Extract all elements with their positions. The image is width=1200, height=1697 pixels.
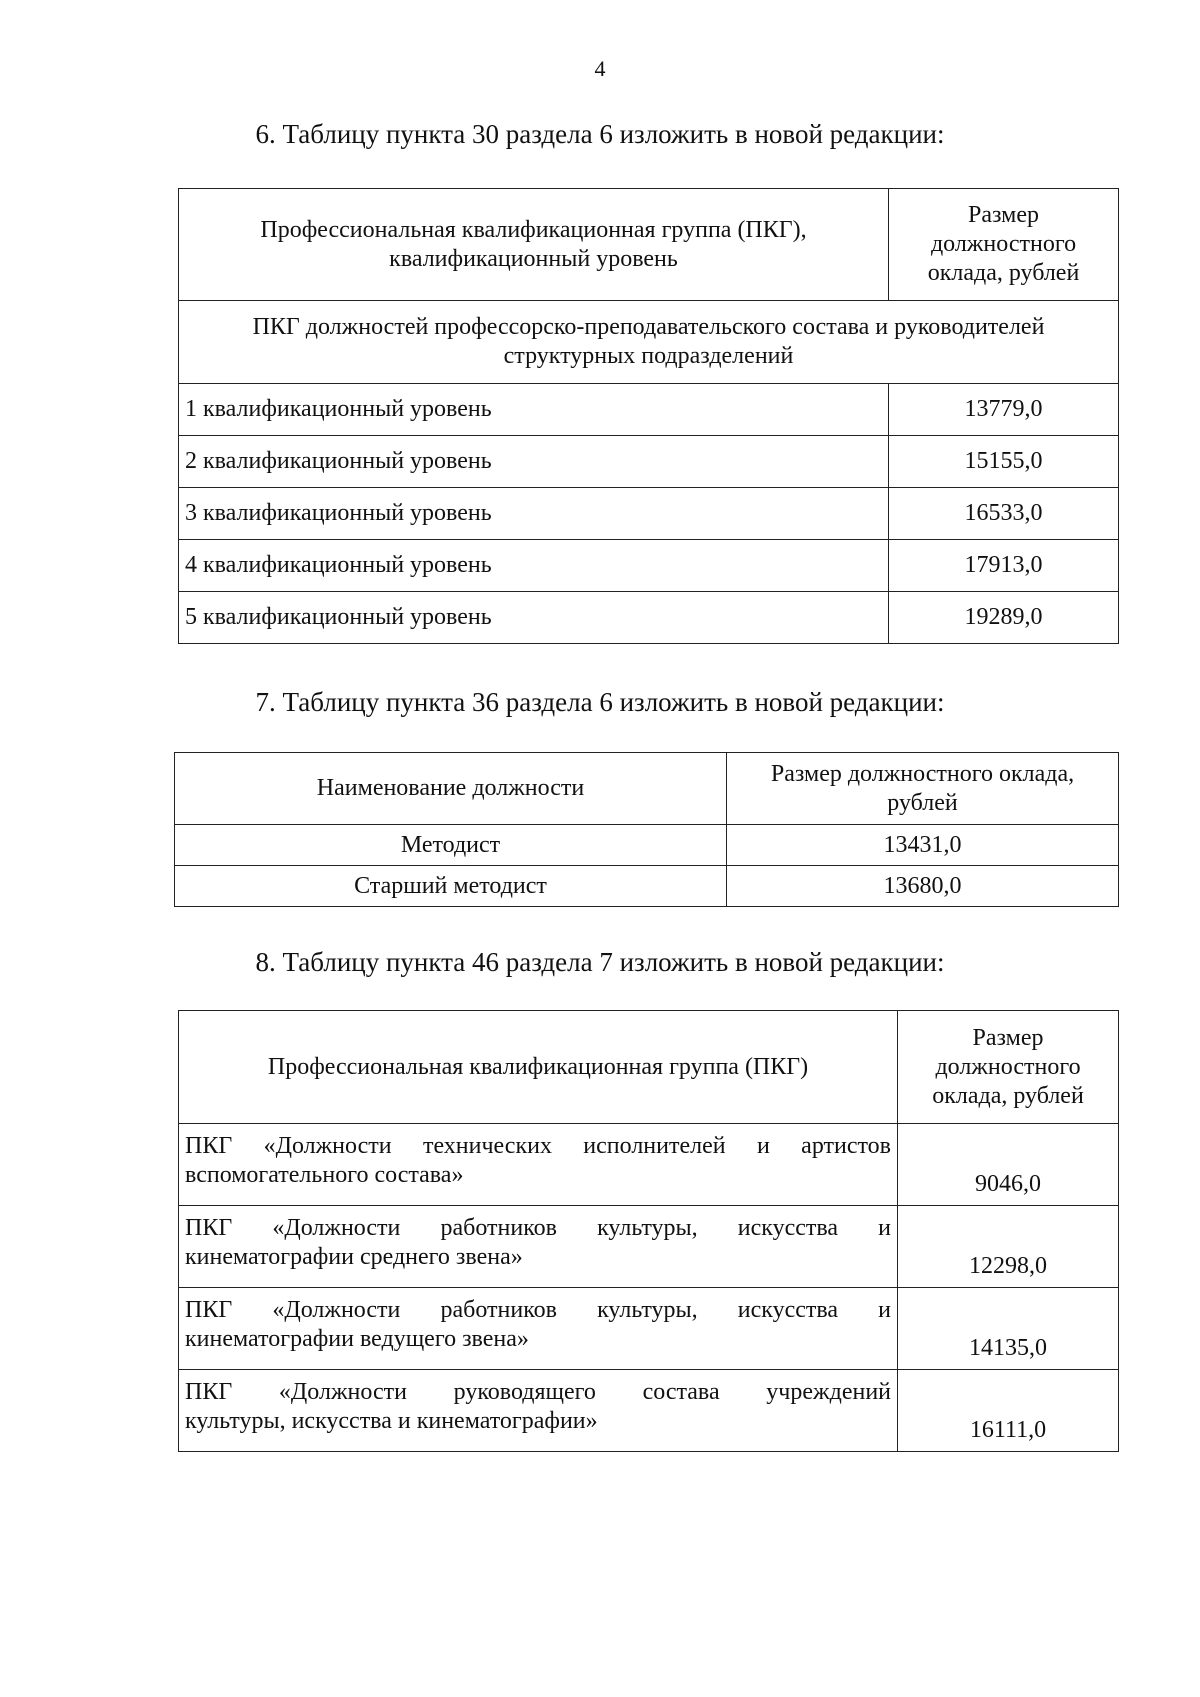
- table-row: [175, 866, 1119, 907]
- salary-cell: 13779,0: [889, 384, 1119, 436]
- header-salary: Размер должностного оклада, рублей: [727, 753, 1119, 825]
- table-row: [179, 540, 1119, 592]
- table-row: [175, 825, 1119, 866]
- group-line1: ПКГ «Должности работников культуры, искусства и: [185, 1215, 891, 1241]
- table-section6: [178, 188, 1119, 644]
- group-cell: [179, 1288, 898, 1370]
- salary-cell: 16111,0: [898, 1370, 1119, 1452]
- level-cell: 1 квалификационный уровень: [179, 384, 889, 436]
- group-line1: ПКГ «Должности технических исполнителей и артистов: [185, 1133, 891, 1159]
- group-line1: ПКГ «Должности руководящего состава учреждений: [185, 1379, 891, 1405]
- position-cell: Методист: [175, 825, 727, 866]
- group-line2: вспомогательного состава»: [185, 1162, 464, 1188]
- salary-cell: 17913,0: [889, 540, 1119, 592]
- table-row: [179, 1288, 1119, 1370]
- salary-cell: 12298,0: [898, 1206, 1119, 1288]
- table-header-row: [179, 189, 1119, 301]
- table-row: [179, 1124, 1119, 1206]
- table-row: [179, 436, 1119, 488]
- section7-heading: 7. Таблицу пункта 36 раздела 6 изложить в новой редакции:: [255, 687, 945, 717]
- group-cell: [179, 1124, 898, 1206]
- level-cell: 5 квалификационный уровень: [179, 592, 889, 644]
- level-cell: 3 квалификационный уровень: [179, 488, 889, 540]
- salary-cell: 9046,0: [898, 1124, 1119, 1206]
- table-row: [179, 488, 1119, 540]
- table-row: [179, 1370, 1119, 1452]
- header-position: Наименование должности: [175, 753, 727, 825]
- group-line2: кинематографии ведущего звена»: [185, 1326, 529, 1352]
- salary-cell: 16533,0: [889, 488, 1119, 540]
- position-cell: Старший методист: [175, 866, 727, 907]
- table-header-row: [175, 753, 1119, 825]
- salary-cell: 19289,0: [889, 592, 1119, 644]
- group-line2: кинематографии среднего звена»: [185, 1244, 523, 1270]
- section6-heading: 6. Таблицу пункта 30 раздела 6 изложить в новой редакции:: [255, 119, 945, 149]
- salary-cell: 14135,0: [898, 1288, 1119, 1370]
- table-header-row: [179, 1011, 1119, 1124]
- group-line1: ПКГ «Должности работников культуры, искусства и: [185, 1297, 891, 1323]
- level-cell: 2 квалификационный уровень: [179, 436, 889, 488]
- page-number: 4: [594, 56, 606, 81]
- header-salary: Размер должностного оклада, рублей: [898, 1011, 1119, 1124]
- group-line2: культуры, искусства и кинематографии»: [185, 1408, 598, 1434]
- salary-cell: 15155,0: [889, 436, 1119, 488]
- table-row: [179, 592, 1119, 644]
- table-section7: [174, 752, 1119, 907]
- header-group-level: Профессиональная квалификационная группа (ПКГ), квалификационный уровень: [179, 189, 889, 301]
- table-row: [179, 1206, 1119, 1288]
- level-cell: 4 квалификационный уровень: [179, 540, 889, 592]
- group-row: [179, 301, 1119, 384]
- group-title: ПКГ должностей профессорско-преподавательского состава и руководителей структурных подразделений: [179, 301, 1119, 384]
- section8-heading: 8. Таблицу пункта 46 раздела 7 изложить в новой редакции:: [255, 947, 945, 977]
- header-salary: Размер должностного оклада, рублей: [889, 189, 1119, 301]
- group-cell: [179, 1206, 898, 1288]
- group-cell: [179, 1370, 898, 1452]
- header-group: Профессиональная квалификационная группа (ПКГ): [179, 1011, 898, 1124]
- salary-cell: 13431,0: [727, 825, 1119, 866]
- salary-cell: 13680,0: [727, 866, 1119, 907]
- table-row: [179, 384, 1119, 436]
- table-section8: [178, 1010, 1119, 1452]
